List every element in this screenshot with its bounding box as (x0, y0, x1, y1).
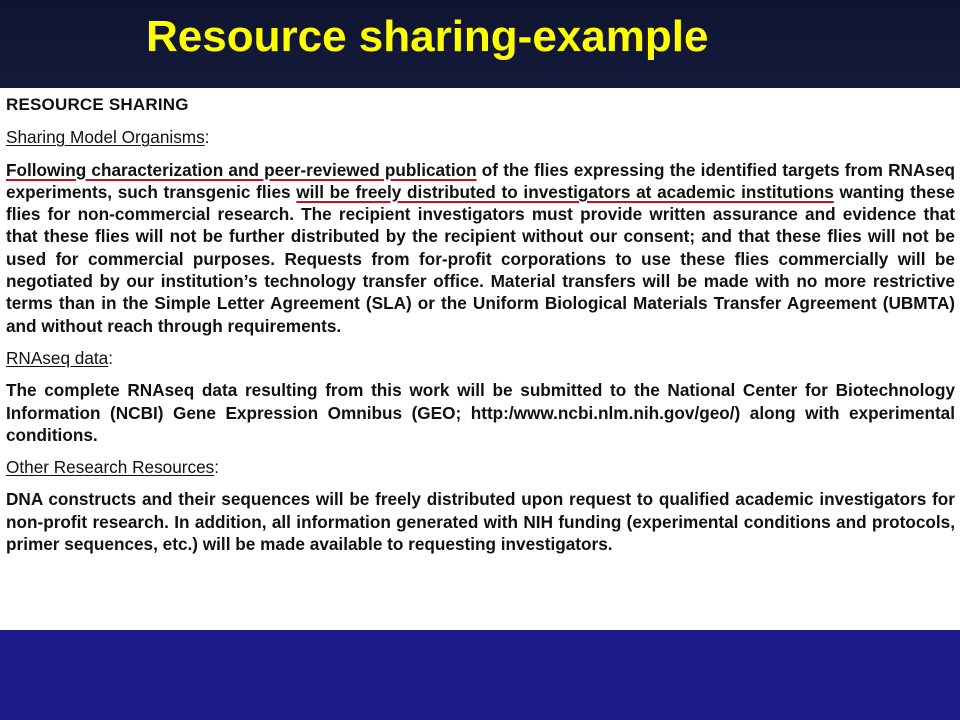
section-heading-model-organisms (6, 126, 955, 148)
paragraph-rnaseq-data: The complete RNAseq data resulting from this work will be submitted to the National Center for Biotechnology Information (NCBI) Gene Expression Omnibus (GEO; http:/www.ncbi.nlm.nih.gov/geo/) along with experimental conditions. (6, 380, 955, 445)
section-heading-colon: : (204, 127, 210, 148)
section-heading-label: Sharing Model Organisms (6, 127, 205, 148)
slide-title: Resource sharing-example (146, 12, 709, 61)
section-heading-label: RNAseq data (6, 347, 109, 368)
paragraph-model-organisms (6, 159, 955, 337)
section-heading-colon: : (214, 457, 220, 478)
paragraph-other-resources: DNA constructs and their sequences will be freely distributed upon request to qualified academic investigators for non-profit research. In addition, all information generated with NIH funding (experimental conditions and protocols, primer sequences, etc.) will be made available to requesting investigators. (6, 489, 955, 555)
title-bar (0, 0, 960, 88)
paragraph-text: of the flies expressing the identified targets from RNAseq experiments, such transgenic flies (6, 159, 956, 202)
document-heading: RESOURCE SHARING (6, 95, 189, 114)
section-heading-label: Other Research Resources (6, 457, 215, 478)
paragraph-text: wanting these flies for non-commercial research. The recipient investigators must provide written assurance and evidence that that these flies will not be further distributed by the recipient without our consent; and that these flies will not be used for commercial purposes. Requests from for-profit corporations to use these flies commercially will be negotiated by our institution’s technology transfer office. Material transfers will be made with no more restrictive terms than in the Simple Letter Agreement (SLA) or the Uniform Biological Materials Transfer Agreement (UBMTA) and without reach through requirements. (6, 181, 955, 336)
section-heading-other-resources (6, 456, 955, 478)
document-excerpt (0, 88, 960, 630)
highlighted-phrase-distribution: will be freely distributed to investigators at academic institutions (296, 181, 834, 202)
section-heading-colon: : (108, 347, 114, 368)
slide-footer-band (0, 630, 960, 720)
highlighted-phrase-publication: Following characterization and peer-reviewed publication (6, 159, 477, 180)
section-heading-rnaseq-data (6, 347, 955, 369)
